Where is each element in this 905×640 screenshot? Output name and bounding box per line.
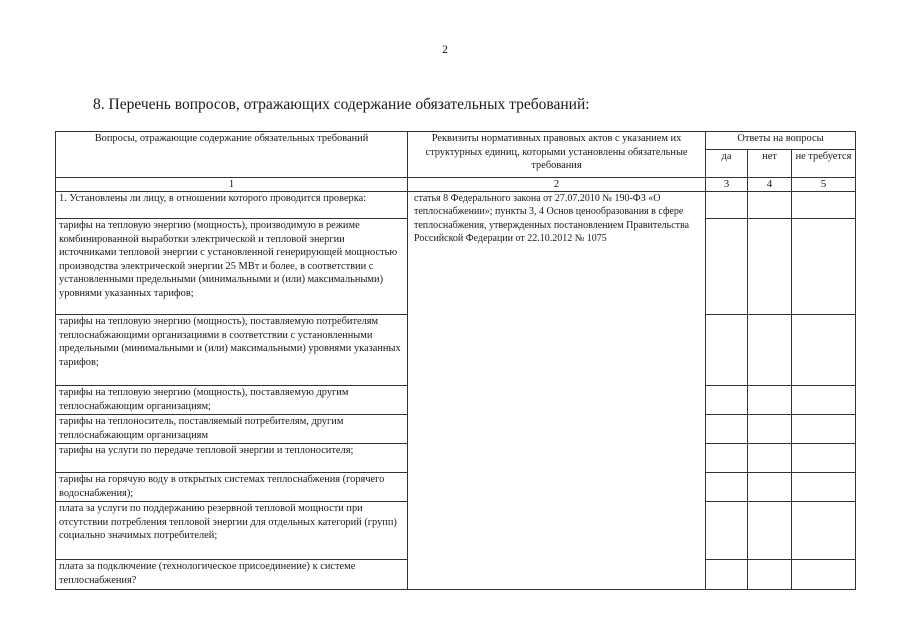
header-no: нет: [748, 150, 792, 178]
header-answers: Ответы на вопросы: [706, 132, 856, 150]
answer-no-cell[interactable]: [748, 192, 792, 219]
answer-no-cell[interactable]: [748, 502, 792, 560]
answer-not-required-cell[interactable]: [792, 386, 856, 415]
answer-yes-cell[interactable]: [706, 560, 748, 590]
question-cell: тарифы на тепловую энергию (мощность), поставляемую потребителям теплоснабжающими организациями в соответствии с установленными предельными (минимальными и (или) максимальными) уровнями указанных тарифов;: [56, 315, 408, 386]
answer-no-cell[interactable]: [748, 219, 792, 315]
question-cell: тарифы на теплоноситель, поставляемый потребителям, другим теплоснабжающим организациям: [56, 415, 408, 444]
answer-yes-cell[interactable]: [706, 415, 748, 444]
question-cell: тарифы на тепловую энергию (мощность), поставляемую другим теплоснабжающим организациям;: [56, 386, 408, 415]
table-row: [56, 192, 856, 219]
answer-yes-cell[interactable]: [706, 444, 748, 473]
column-number-3: 3: [706, 178, 748, 192]
header-yes: да: [706, 150, 748, 178]
answer-yes-cell[interactable]: [706, 473, 748, 502]
answer-not-required-cell[interactable]: [792, 192, 856, 219]
section-heading: 8. Перечень вопросов, отражающих содержание обязательных требований:: [93, 96, 590, 113]
column-number-1: 1: [56, 178, 408, 192]
requirements-table: [55, 131, 856, 590]
answer-not-required-cell[interactable]: [792, 473, 856, 502]
answer-yes-cell[interactable]: [706, 315, 748, 386]
answer-not-required-cell[interactable]: [792, 415, 856, 444]
page-number: 2: [442, 42, 448, 56]
column-number-4: 4: [748, 178, 792, 192]
column-number-2: 2: [408, 178, 706, 192]
answer-no-cell[interactable]: [748, 444, 792, 473]
question-cell: тарифы на услуги по передаче тепловой энергии и теплоносителя;: [56, 444, 408, 473]
header-legal-refs: Реквизиты нормативных правовых актов с указанием их структурных единиц, которыми установлены обязательные требования: [408, 132, 706, 178]
answer-not-required-cell[interactable]: [792, 444, 856, 473]
answer-no-cell[interactable]: [748, 415, 792, 444]
question-cell: плата за подключение (технологическое присоединение) к системе теплоснабжения?: [56, 560, 408, 590]
answer-not-required-cell[interactable]: [792, 315, 856, 386]
answer-not-required-cell[interactable]: [792, 219, 856, 315]
answer-not-required-cell[interactable]: [792, 502, 856, 560]
header-questions: Вопросы, отражающие содержание обязательных требований: [56, 132, 408, 178]
question-cell: тарифы на горячую воду в открытых системах теплоснабжения (горячего водоснабжения);: [56, 473, 408, 502]
header-not-required: не требуется: [792, 150, 856, 178]
column-number-5: 5: [792, 178, 856, 192]
answer-not-required-cell[interactable]: [792, 560, 856, 590]
question-cell: плата за услуги по поддержанию резервной тепловой мощности при отсутствии потребления тепловой энергии для отдельных категорий (групп) социально значимых потребителей;: [56, 502, 408, 560]
answer-yes-cell[interactable]: [706, 386, 748, 415]
legal-refs-cell: статья 8 Федерального закона от 27.07.2010 № 190-ФЗ «О теплоснабжении»; пункты 3, 4 Основ ценообразования в сфере теплоснабжения, утвержденных постановлением Правительства Российской Федерации от 22.10.2012 № 1075: [408, 192, 706, 590]
question-cell: 1. Установлены ли лицу, в отношении которого проводится проверка:: [56, 192, 408, 219]
answer-no-cell[interactable]: [748, 315, 792, 386]
answer-yes-cell[interactable]: [706, 219, 748, 315]
question-cell: тарифы на тепловую энергию (мощность), производимую в режиме комбинированной выработки электрической и тепловой энергии источниками тепловой энергии с установленной генерирующей мощностью производства электрической энергии 25 МВт и более, в соответствии с установленными предельными (минимальными и (или) максимальными) уровнями указанных тарифов;: [56, 219, 408, 315]
answer-no-cell[interactable]: [748, 473, 792, 502]
answer-yes-cell[interactable]: [706, 192, 748, 219]
answer-yes-cell[interactable]: [706, 502, 748, 560]
answer-no-cell[interactable]: [748, 386, 792, 415]
answer-no-cell[interactable]: [748, 560, 792, 590]
